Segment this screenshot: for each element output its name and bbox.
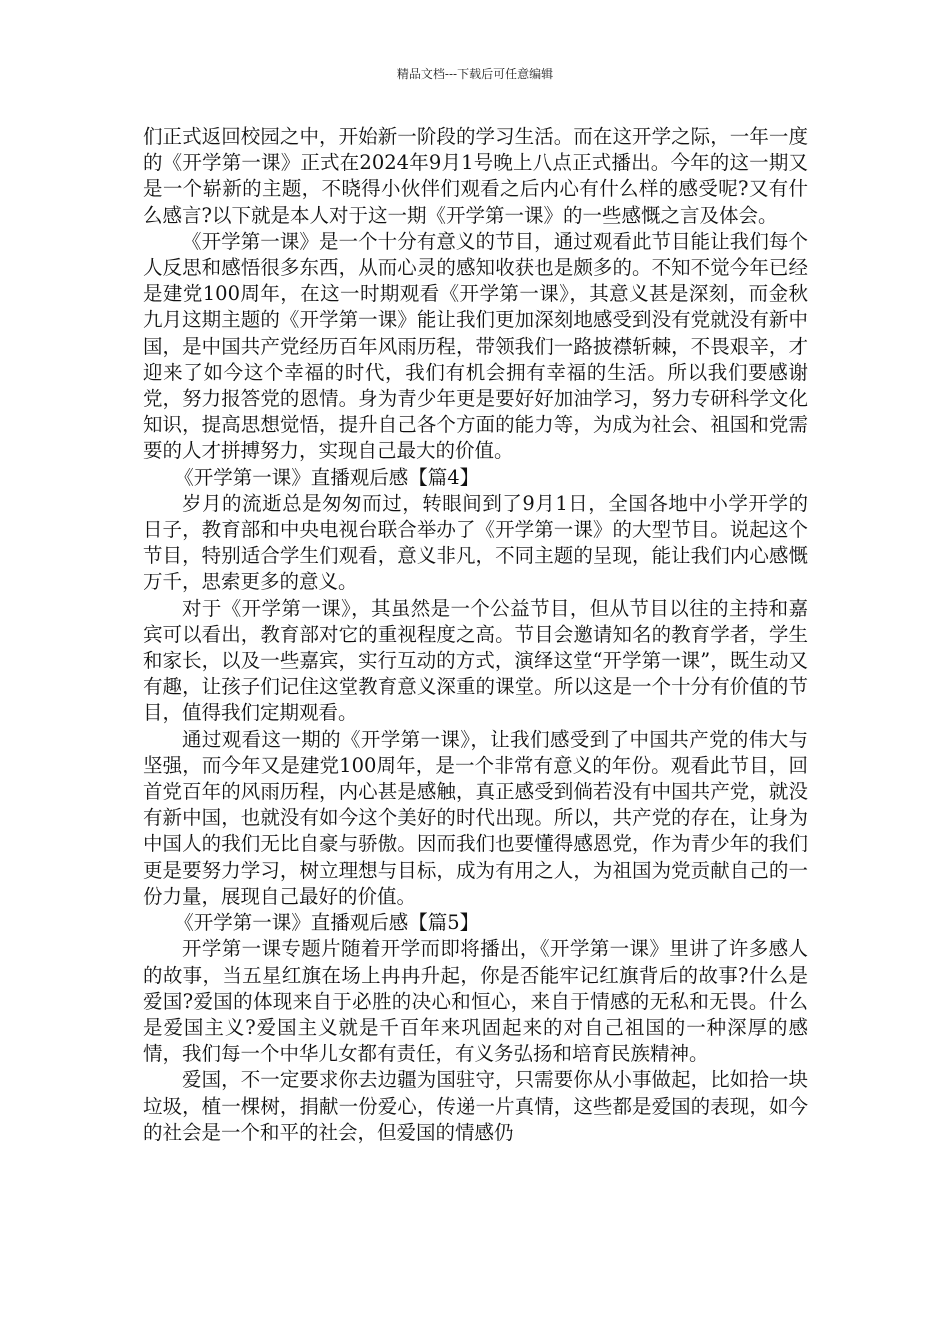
document-body (143, 124, 808, 1146)
section-heading-4: 《开学第一课》直播观后感【篇4】 (174, 465, 480, 489)
section-heading-5: 《开学第一课》直播观后感【篇5】 (174, 911, 480, 935)
paragraph-7: 爱国，不一定要求你去边疆为国驻守，只需要你从小事做起，比如拾一块垃圾，植一棵树，捐献一份爱心，传递一片真情，这些都是爱国的表现，如今的社会是一个和平的社会，但爱国的情感仍 (143, 1068, 808, 1144)
paragraph-4: 对于《开学第一课》，其虽然是一个公益节目，但从节目以往的主持和嘉宾可以看出，教育部对它的重视程度之高。节目会邀请知名的教育学者，学生和家长，以及一些嘉宾，实行互动的方式，演绎这堂“开学第一课”，既生动又有趣，让孩子们记住这堂教育意义深重的课堂。所以这是一个十分有价值的节目，值得我们定期观看。 (143, 596, 808, 725)
paragraph-2: 《开学第一课》是一个十分有意义的节目，通过观看此节目能让我们每个人反思和感悟很多东西，从而心灵的感知收获也是颇多的。不知不觉今年已经是建党100周年，在这一时期观看《开学第一课》，其意义甚是深刻，而金秋九月这期主题的《开学第一课》能让我们更加深刻地感受到没有党就没有新中国，是中国共产党经历百年风雨历程，带领我们一路披襟斩棘，不畏艰辛，才迎来了如今这个幸福的时代，我们有机会拥有幸福的生活。所以我们要感谢党，努力报答党的恩情。身为青少年更是要好好加油学习，努力专研科学文化知识，提高思想觉悟，提升自己各个方面的能力等，为成为社会、祖国和党需要的人才拼搏努力，实现自己最大的价值。 (143, 229, 808, 463)
paragraph-1: 们正式返回校园之中，开始新一阶段的学习生活。而在这开学之际，一年一度的《开学第一课》正式在2024年9月1号晚上八点正式播出。今年的这一期又是一个崭新的主题，不晓得小伙伴们观看之后内心有什么样的感受呢?又有什么感言?以下就是本人对于这一期《开学第一课》的一些感慨之言及体会。 (143, 125, 808, 227)
paragraph-6: 开学第一课专题片随着开学而即将播出，《开学第一课》里讲了许多感人的故事，当五星红旗在场上冉冉升起，你是否能牢记红旗背后的故事?什么是爱国?爱国的体现来自于必胜的决心和恒心，来自于情感的无私和无畏。什么是爱国主义?爱国主义就是千百年来巩固起来的对自己祖国的一种深厚的感情，我们每一个中华儿女都有责任，有义务弘扬和培育民族精神。 (143, 937, 808, 1066)
paragraph-5: 通过观看这一期的《开学第一课》，让我们感受到了中国共产党的伟大与坚强，而今年又是建党100周年，是一个非常有意义的年份。观看此节目，回首党百年的风雨历程，内心甚是感触，真正感受到倘若没有中国共产党，就没有新中国，也就没有如今这个美好的时代出现。所以，共产党的存在，让身为中国人的我们无比自豪与骄傲。因而我们也要懂得感恩党，作为青少年的我们更是要努力学习，树立理想与目标，成为有用之人，为祖国为党贡献自己的一份力量，展现自己最好的价值。 (143, 727, 808, 908)
page-header: 精品文档---下载后可任意编辑 (396, 67, 554, 81)
paragraph-3: 岁月的流逝总是匆匆而过，转眼间到了9月1日，全国各地中小学开学的日子，教育部和中央电视台联合举办了《开学第一课》的大型节目。说起这个节目，特别适合学生们观看，意义非凡，不同主题的呈现，能让我们内心感慨万千，思索更多的意义。 (143, 491, 808, 594)
